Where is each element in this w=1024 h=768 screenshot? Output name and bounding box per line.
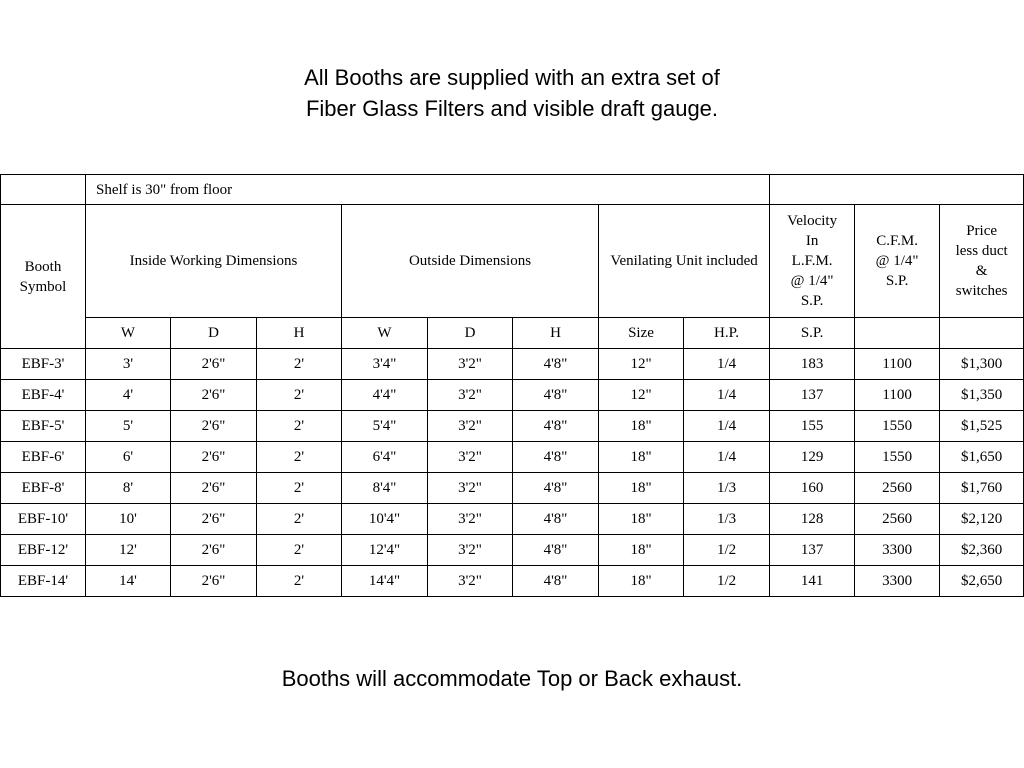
table-row [1, 566, 1024, 597]
table-cell: $1,760 [940, 473, 1024, 504]
heading-line-2: Fiber Glass Filters and visible draft gauge. [305, 96, 719, 121]
table-cell: $2,650 [940, 566, 1024, 597]
subheader-cell: D [428, 318, 513, 349]
footer-note: Booths will accommodate Top or Back exhaust. [281, 666, 743, 691]
table-cell: 8' [86, 473, 171, 504]
cfm-header [855, 205, 940, 318]
table-cell: 155 [770, 411, 855, 442]
velocity-line: @ 1/4" [790, 273, 834, 289]
table-cell: 6' [86, 442, 171, 473]
table-cell: 1100 [855, 349, 940, 380]
table-row [1, 535, 1024, 566]
subheader-row [1, 318, 1024, 349]
table-cell: $2,360 [940, 535, 1024, 566]
table-cell: 4'8" [513, 349, 599, 380]
booth-symbol-cell: EBF-12' [1, 535, 86, 566]
table-cell: 3'2" [428, 411, 513, 442]
table-cell: 2'6" [171, 411, 257, 442]
table-cell: 18" [599, 442, 684, 473]
table-row [1, 473, 1024, 504]
table-cell: $1,525 [940, 411, 1024, 442]
cfm-line: S.P. [885, 273, 909, 289]
table-cell: $1,650 [940, 442, 1024, 473]
table-cell: 14'4" [342, 566, 428, 597]
table-cell: 12" [599, 380, 684, 411]
booth-symbol-cell: EBF-8' [1, 473, 86, 504]
booth-symbol-cell: EBF-14' [1, 566, 86, 597]
table-cell: 2' [257, 473, 342, 504]
table-cell: 18" [599, 504, 684, 535]
table-cell: $1,350 [940, 380, 1024, 411]
table-cell: 2'6" [171, 566, 257, 597]
table-cell: 2560 [855, 473, 940, 504]
booth-spec-table [0, 174, 1024, 597]
table-cell: 12' [86, 535, 171, 566]
velocity-line: S.P. [800, 293, 824, 309]
velocity-line: Velocity [787, 213, 838, 229]
table-cell: 3' [86, 349, 171, 380]
velocity-line: L.F.M. [791, 253, 833, 269]
subheader-cell: S.P. [770, 318, 855, 349]
table-cell: 4'4" [342, 380, 428, 411]
table-cell: 3'2" [428, 442, 513, 473]
booth-symbol-cell: EBF-4' [1, 380, 86, 411]
velocity-header [770, 205, 855, 318]
table-cell: 3'2" [428, 380, 513, 411]
table-cell: 4' [86, 380, 171, 411]
table-cell: 18" [599, 535, 684, 566]
table-cell: 2' [257, 411, 342, 442]
table-row [1, 504, 1024, 535]
booth-symbol-cell: EBF-3' [1, 349, 86, 380]
table-cell: 1550 [855, 442, 940, 473]
price-line: & [975, 263, 988, 279]
table-cell: 18" [599, 411, 684, 442]
shelf-note: Shelf is 30" from floor [86, 175, 770, 205]
subheader-cell: H [513, 318, 599, 349]
table-cell: 3300 [855, 535, 940, 566]
subheader-cell: D [171, 318, 257, 349]
price-line: switches [955, 283, 1008, 299]
price-header [940, 205, 1024, 318]
table-cell: 14' [86, 566, 171, 597]
table-cell: 1/4 [684, 380, 770, 411]
table-row [1, 380, 1024, 411]
table-cell: 1550 [855, 411, 940, 442]
velocity-line: In [805, 233, 819, 249]
table-cell: 137 [770, 380, 855, 411]
table-cell: 3'2" [428, 349, 513, 380]
table-cell: 10'4" [342, 504, 428, 535]
subheader-cell: Size [599, 318, 684, 349]
table-cell: 3'2" [428, 473, 513, 504]
table-cell: 4'8" [513, 566, 599, 597]
booth-symbol-header: Booth Symbol [1, 205, 86, 349]
subheader-cell [855, 318, 940, 349]
table-cell: 5' [86, 411, 171, 442]
table-cell: 141 [770, 566, 855, 597]
table-cell: 4'8" [513, 411, 599, 442]
blank-cell [1, 175, 86, 205]
ventilating-unit-header: Venilating Unit included [599, 205, 770, 318]
heading-line-1: All Booths are supplied with an extra set of [304, 65, 720, 90]
page-heading [0, 62, 1024, 124]
table-cell: 8'4" [342, 473, 428, 504]
subheader-cell: W [86, 318, 171, 349]
table-cell: $2,120 [940, 504, 1024, 535]
table-cell: 4'8" [513, 473, 599, 504]
table-cell: 6'4" [342, 442, 428, 473]
table-row [1, 442, 1024, 473]
cfm-line: C.F.M. [876, 233, 918, 249]
subheader-cell: H.P. [684, 318, 770, 349]
table-cell: 2' [257, 504, 342, 535]
table-cell: 2'6" [171, 504, 257, 535]
table-cell: 128 [770, 504, 855, 535]
booth-symbol-cell: EBF-10' [1, 504, 86, 535]
table-cell: 2' [257, 535, 342, 566]
table-cell: 3300 [855, 566, 940, 597]
table-cell: 1/2 [684, 566, 770, 597]
table-cell: 1/3 [684, 504, 770, 535]
table-cell: 10' [86, 504, 171, 535]
cfm-line: @ 1/4" [875, 253, 919, 269]
table-cell: 4'8" [513, 380, 599, 411]
table-cell: 183 [770, 349, 855, 380]
table-cell: 12'4" [342, 535, 428, 566]
table-cell: 1100 [855, 380, 940, 411]
table-cell: 129 [770, 442, 855, 473]
table-row-shelf [1, 175, 1024, 205]
table-cell: 4'8" [513, 442, 599, 473]
table-cell: $1,300 [940, 349, 1024, 380]
table-body [1, 349, 1024, 597]
blank-cell [770, 175, 1024, 205]
table-cell: 2'6" [171, 535, 257, 566]
table-cell: 2560 [855, 504, 940, 535]
price-line: Price [966, 223, 998, 239]
table-cell: 2'6" [171, 349, 257, 380]
table-cell: 18" [599, 473, 684, 504]
table-cell: 2'6" [171, 442, 257, 473]
table-cell: 18" [599, 566, 684, 597]
table-cell: 160 [770, 473, 855, 504]
table-cell: 2'6" [171, 473, 257, 504]
table-cell: 3'4" [342, 349, 428, 380]
table-row [1, 411, 1024, 442]
table-cell: 1/3 [684, 473, 770, 504]
table-cell: 1/4 [684, 442, 770, 473]
table-cell: 1/4 [684, 349, 770, 380]
subheader-cell: H [257, 318, 342, 349]
table-cell: 2' [257, 349, 342, 380]
table-cell: 4'8" [513, 504, 599, 535]
table-cell: 1/2 [684, 535, 770, 566]
table-cell: 3'2" [428, 566, 513, 597]
table-cell: 5'4" [342, 411, 428, 442]
table-cell: 2'6" [171, 380, 257, 411]
price-line: less duct [955, 243, 1008, 259]
table-cell: 2' [257, 380, 342, 411]
subheader-cell: W [342, 318, 428, 349]
outside-dimensions-header: Outside Dimensions [342, 205, 599, 318]
table-cell: 3'2" [428, 535, 513, 566]
table-cell: 2' [257, 566, 342, 597]
table-cell: 2' [257, 442, 342, 473]
table-cell: 1/4 [684, 411, 770, 442]
booth-symbol-cell: EBF-6' [1, 442, 86, 473]
subheader-cell [940, 318, 1024, 349]
booth-symbol-cell: EBF-5' [1, 411, 86, 442]
table-cell: 4'8" [513, 535, 599, 566]
table-cell: 3'2" [428, 504, 513, 535]
inside-dimensions-header: Inside Working Dimensions [86, 205, 342, 318]
table-cell: 137 [770, 535, 855, 566]
table-header-row [1, 205, 1024, 318]
table-row [1, 349, 1024, 380]
table-cell: 12" [599, 349, 684, 380]
